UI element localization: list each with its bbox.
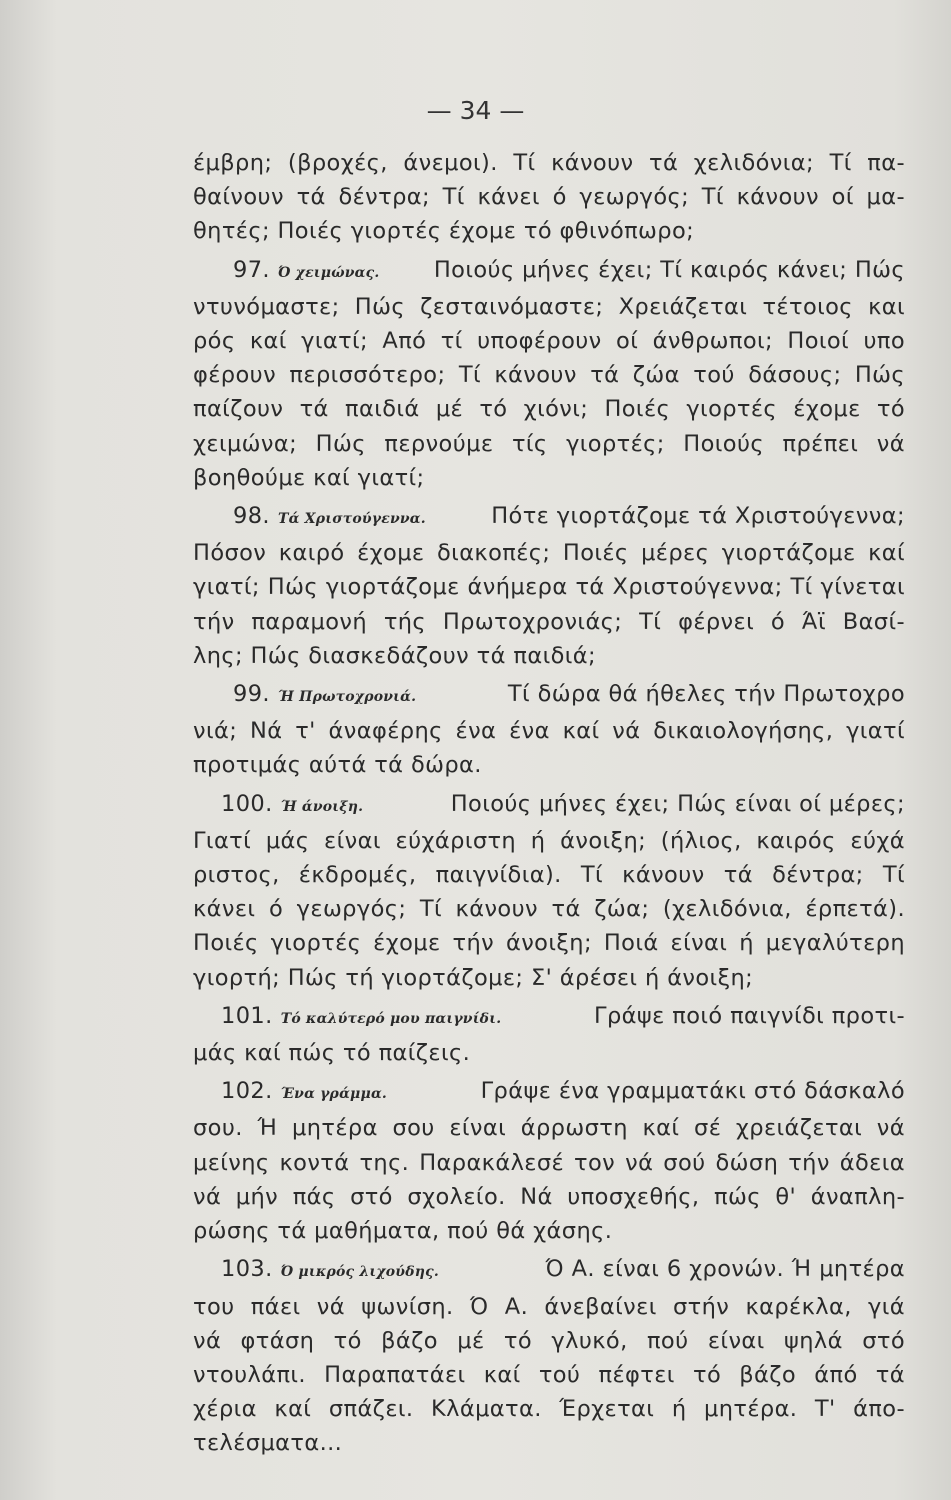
- text-line: νά φτάση τό βάζο μέ τό γλυκό, πού είναι ψηλά στό: [193, 1327, 905, 1354]
- item-number: 98.: [233, 503, 270, 530]
- text-line: προτιμάς αύτά τά δώρα.: [193, 752, 482, 779]
- item-title: Ό μικρός λιχούδης.: [280, 1264, 439, 1281]
- paragraph-p101: [193, 999, 905, 1070]
- text-line: τήν παραμονή τής Πρωτοχρονιάς; Τί φέρνει ό Άϊ Βασί-: [193, 608, 905, 635]
- text-line: Πόσον καιρό έχομε διακοπές; Ποιές μέρες γιορτάζομε καί: [193, 540, 905, 567]
- item-number: 97.: [233, 256, 270, 283]
- page-number: — 34 —: [426, 96, 525, 125]
- paragraph-p98: [193, 499, 905, 673]
- text-line: ρός καί γιατί; Από τί υποφέρουν οί άνθρωποι; Ποιοί υπο: [193, 328, 905, 355]
- text-line: κάνει ό γεωργός; Τί κάνουν τά ζώα; (χελιδόνια, έρπετά).: [193, 896, 905, 923]
- text-line: ρώσης τά μαθήματα, πού θά χάσης.: [193, 1218, 613, 1245]
- text-line: 101. Τό καλύτερό μου παιγνίδι. Γράψε ποιό παιγνίδι προτι-: [221, 1002, 905, 1029]
- text-line: σου. Ή μητέρα σου είναι άρρωστη καί σέ χρειάζεται νά: [193, 1115, 905, 1142]
- text-line: ριστος, έκδρομές, παιγνίδια). Τί κάνουν τά δέντρα; Τί: [193, 862, 905, 889]
- item-title: Ή Πρωτοχρονιά.: [277, 689, 417, 706]
- text-line: Ποιές γιορτές έχομε τήν άνοιξη; Ποιά είναι ή μεγαλύτερη: [193, 930, 905, 957]
- paragraph-p99: [193, 677, 905, 783]
- item-title: Τό καλύτερό μου παιγνίδι.: [280, 1010, 502, 1027]
- text-line: βοηθούμε καί γιατί;: [193, 464, 425, 491]
- item-number: 102.: [221, 1078, 273, 1105]
- text-line: ντουλάπι. Παραπατάει καί τού πέφτει τό βάζο άπό τά: [193, 1361, 905, 1388]
- paragraph-cont: [193, 146, 905, 249]
- text-line: λης; Πώς διασκεδάζουν τά παιδιά;: [193, 642, 596, 669]
- text-line: χέρια καί σπάζει. Κλάματα. Έρχεται ή μητέρα. Τ' άπο-: [193, 1396, 905, 1423]
- text-line: θητές; Ποιές γιορτές έχομε τό φθινόπωρο;: [193, 218, 695, 245]
- text-line: χειμώνα; Πώς περνούμε τίς γιορτές; Ποιούς πρέπει νά: [193, 430, 905, 457]
- item-title: Ό χειμώνας.: [277, 264, 380, 281]
- text-line: του πάει νά ψωνίση. Ό Α. άνεβαίνει στήν καρέκλα, γιά: [193, 1293, 905, 1320]
- text-line: 100. Ή άνοιξη. Ποιούς μήνες έχει; Πώς είναι οί μέρες;: [221, 790, 905, 817]
- text-line: έμβρη; (βροχές, άνεμοι). Τί κάνουν τά χελιδόνια; Τί πα-: [193, 150, 905, 176]
- text-line: φέρουν περισσότερο; Τί κάνουν τά ζώα τού δάσους; Πώς: [193, 362, 905, 389]
- text-line: 98. Τά Χριστούγεννα. Πότε γιορτάζομε τά Χριστούγεννα;: [233, 503, 905, 530]
- item-number: 100.: [221, 790, 273, 817]
- paragraph-p103: [193, 1252, 905, 1460]
- text-line: 103. Ό μικρός λιχούδης. Ό Α. είναι 6 χρονών. Ή μητέρα: [221, 1256, 905, 1283]
- text-line: νιά; Νά τ' άναφέρης ένα ένα καί νά δικαιολογήσης, γιατί: [193, 718, 905, 745]
- item-number: 101.: [221, 1002, 273, 1029]
- item-title: Τά Χριστούγεννα.: [277, 511, 426, 528]
- item-title: Ή άνοιξη.: [280, 798, 364, 815]
- text-line: μείνης κοντά της. Παρακάλεσέ τον νά σού δώση τήν άδεια: [193, 1149, 905, 1176]
- text-line: τελέσματα...: [193, 1430, 343, 1457]
- item-number: 103.: [221, 1256, 273, 1283]
- paragraph-p97: [193, 253, 905, 495]
- text-line: 99. Ή Πρωτοχρονιά. Τί δώρα θά ήθελες τήν Πρωτοχρο: [233, 681, 905, 708]
- item-number: 99.: [233, 681, 270, 708]
- page-text: [193, 146, 905, 1461]
- text-line: γιατί; Πώς γιορτάζομε άνήμερα τά Χριστούγεννα; Τί γίνεται: [193, 574, 905, 601]
- text-line: θαίνουν τά δέντρα; Τί κάνει ό γεωργός; Τί κάνουν οί μα-: [193, 184, 905, 211]
- paragraph-p102: [193, 1074, 905, 1248]
- text-line: γιορτή; Πώς τή γιορτάζομε; Σ' άρέσει ή άνοιξη;: [193, 964, 754, 991]
- text-line: ντυνόμαστε; Πώς ζεσταινόμαστε; Χρειάζεται τέτοιος και: [193, 293, 905, 320]
- paragraph-p100: [193, 787, 905, 995]
- text-line: 97. Ό χειμώνας. Ποιούς μήνες έχει; Τί καιρός κάνει; Πώς: [233, 256, 905, 283]
- text-line: Γιατί μάς είναι εύχάριστη ή άνοιξη; (ήλιος, καιρός εύχά: [193, 827, 905, 854]
- text-line: μάς καί πώς τό παίζεις.: [193, 1040, 471, 1067]
- item-title: Ένα γράμμα.: [280, 1086, 387, 1103]
- text-line: παίζουν τά παιδιά μέ τό χιόνι; Ποιές γιορτές έχομε τό: [193, 396, 905, 423]
- text-line: νά μήν πάς στό σχολείο. Νά υποσχεθής, πώς θ' άναπλη-: [193, 1183, 905, 1210]
- text-line: 102. Ένα γράμμα. Γράψε ένα γραμματάκι στό δάσκαλό: [221, 1078, 905, 1105]
